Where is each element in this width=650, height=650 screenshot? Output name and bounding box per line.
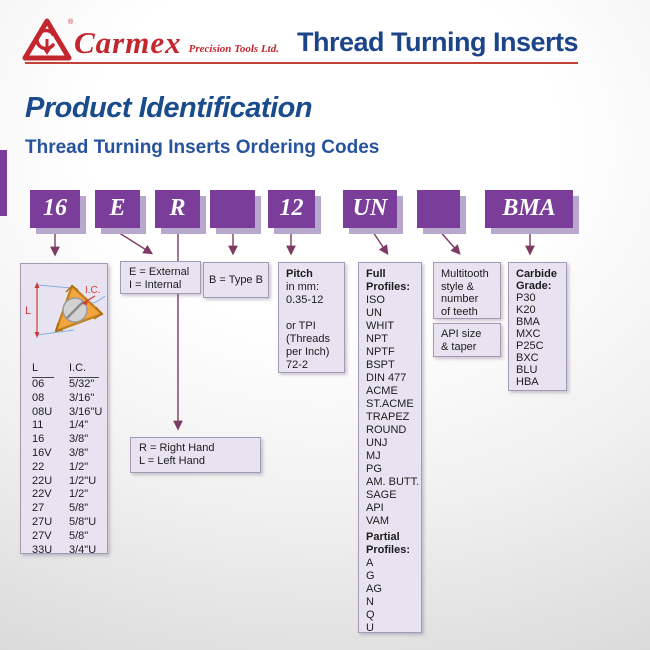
length-dim-label: L [25, 305, 32, 317]
size-value: 1/2"U [69, 474, 97, 487]
table-row [21, 433, 107, 447]
pitch-line: per Inch) [286, 346, 330, 358]
partial-profiles-list [366, 557, 421, 635]
profile-item: G [366, 570, 375, 582]
size-code: 06 [32, 378, 45, 390]
external-internal-box [120, 261, 201, 294]
grade-item: HBA [516, 376, 539, 388]
size-code: 11 [32, 419, 44, 432]
grade-item: K20 [516, 304, 536, 316]
size-value: 1/2" [69, 460, 89, 473]
pitch-line: in mm: [286, 281, 319, 293]
pitch-lines [286, 281, 344, 372]
size-value: 5/8"U [69, 515, 97, 528]
table-row [21, 502, 107, 516]
code-box-size: 16 [30, 190, 80, 228]
size-code: 22V [32, 488, 52, 501]
api-line: API size [441, 328, 482, 340]
size-value: 3/8" [69, 433, 89, 446]
profile-item: TRAPEZ [366, 411, 410, 423]
api-size-box [433, 323, 501, 357]
size-value: 3/8" [69, 446, 89, 459]
table-row [21, 406, 107, 420]
size-code: 27V [32, 529, 52, 542]
size-value: 1/4" [69, 419, 89, 432]
profiles-box [358, 262, 422, 633]
code-box-pitch: 12 [268, 190, 315, 228]
multitooth-line: of teeth [441, 305, 478, 318]
size-code: 08U [32, 405, 53, 418]
profile-item: NPT [366, 333, 388, 345]
hand-line: L = Left Hand [139, 455, 205, 467]
header-title: Thread Turning Inserts [296, 27, 578, 57]
profile-item: ACME [366, 385, 398, 397]
table-row [21, 461, 107, 475]
table-row [21, 488, 107, 502]
table-row [21, 447, 107, 461]
profile-item: A [366, 557, 374, 569]
profile-item: ST.ACME [366, 398, 414, 410]
profile-item: ROUND [366, 424, 407, 436]
profile-item: NPTF [366, 346, 395, 358]
code-box-hand: R [155, 190, 200, 228]
full-profiles-list [366, 294, 421, 528]
profile-item: VAM [366, 515, 390, 527]
profile-item: API [366, 502, 384, 514]
api-line: & taper [441, 341, 477, 353]
multitooth-box [433, 262, 501, 319]
table-row [21, 544, 107, 558]
size-value: 1/2" [69, 488, 89, 501]
pitch-title: Pitch [286, 268, 313, 280]
size-table-box [20, 263, 108, 554]
pitch-line [286, 307, 344, 320]
pitch-box [278, 262, 345, 373]
code-box-multitooth [417, 190, 460, 228]
carbide-grade-list [516, 292, 566, 388]
full-profiles-title: Full Profiles: [366, 268, 411, 293]
svg-text:®: ® [68, 19, 74, 26]
carbide-grade-title: Carbide Grade: [516, 268, 557, 292]
table-row [21, 392, 107, 406]
profile-item: UNJ [366, 437, 388, 449]
external-internal-line: E = External [129, 266, 190, 278]
profile-item: MJ [366, 450, 381, 462]
pitch-line: or TPI [286, 320, 316, 332]
pitch-line: 0.35-12 [286, 294, 324, 306]
size-code: 22U [32, 474, 53, 487]
size-code: 16V [32, 446, 52, 459]
profile-item: PG [366, 463, 382, 475]
multitooth-line: Multitooth [441, 268, 489, 280]
size-value: 3/16" [69, 391, 95, 404]
table-row [21, 530, 107, 544]
table-row [21, 378, 107, 392]
size-code: 27U [32, 515, 53, 528]
multitooth-line: number [441, 293, 479, 305]
size-code: 16 [32, 433, 45, 446]
size-value: 5/32" [69, 378, 95, 390]
code-box-ext-int: E [95, 190, 140, 228]
profile-item: AM. BUTT. [366, 476, 420, 488]
external-internal-line: I = Internal [129, 279, 182, 291]
profile-item: Q [366, 609, 375, 621]
profile-item: WHIT [366, 320, 395, 332]
hand-box [130, 437, 261, 473]
size-code: 33U [32, 543, 53, 556]
profile-item: N [366, 596, 374, 608]
size-code: 22 [32, 460, 45, 473]
page-title: Product Identification [25, 92, 313, 124]
ic-dim-label: I.C. [85, 285, 101, 296]
pitch-line: 72-2 [286, 359, 309, 371]
size-table-header [21, 362, 107, 378]
size-value: 3/16"U [69, 405, 103, 418]
grade-item: P30 [516, 292, 536, 304]
profile-item: BSPT [366, 359, 395, 371]
grade-item: P25C [516, 340, 544, 352]
size-table-body [21, 378, 107, 557]
table-row [21, 475, 107, 489]
size-value: 3/4"U [69, 543, 97, 556]
hand-line: R = Right Hand [139, 442, 215, 454]
grade-item: BMA [516, 316, 540, 328]
brand-subtitle: Precision Tools Ltd. [188, 43, 279, 55]
page-subtitle: Thread Turning Inserts Ordering Codes [25, 137, 380, 158]
size-value: 5/8" [69, 529, 89, 542]
multitooth-line: style & [441, 280, 475, 293]
table-row [21, 419, 107, 433]
col-header-ic: I.C. [69, 362, 99, 378]
profile-item: DIN 477 [366, 372, 407, 384]
carbide-grade-box [508, 262, 567, 391]
insert-diagram [21, 264, 109, 357]
code-box-grade: BMA [485, 190, 573, 228]
code-box-profile: UN [343, 190, 397, 228]
table-row [21, 516, 107, 530]
type-b-box: B = Type B [203, 262, 269, 298]
grade-item: BXC [516, 352, 539, 364]
size-code: 08 [32, 391, 45, 404]
partial-profiles-title: Partial Profiles: [366, 531, 411, 556]
profile-item: AG [366, 583, 382, 595]
grade-item: BLU [516, 364, 538, 376]
pitch-line: (Threads [286, 333, 331, 345]
profile-item: UN [366, 307, 382, 319]
col-header-l: L [32, 362, 54, 378]
size-code: 27 [32, 502, 45, 515]
profile-item: ISO [366, 294, 385, 306]
profile-item: U [366, 622, 374, 634]
grade-item: MXC [516, 328, 541, 340]
size-value: 5/8" [69, 502, 89, 515]
code-box-type [210, 190, 255, 228]
brand-name: Carmex [74, 25, 182, 60]
profile-item: SAGE [366, 489, 397, 501]
